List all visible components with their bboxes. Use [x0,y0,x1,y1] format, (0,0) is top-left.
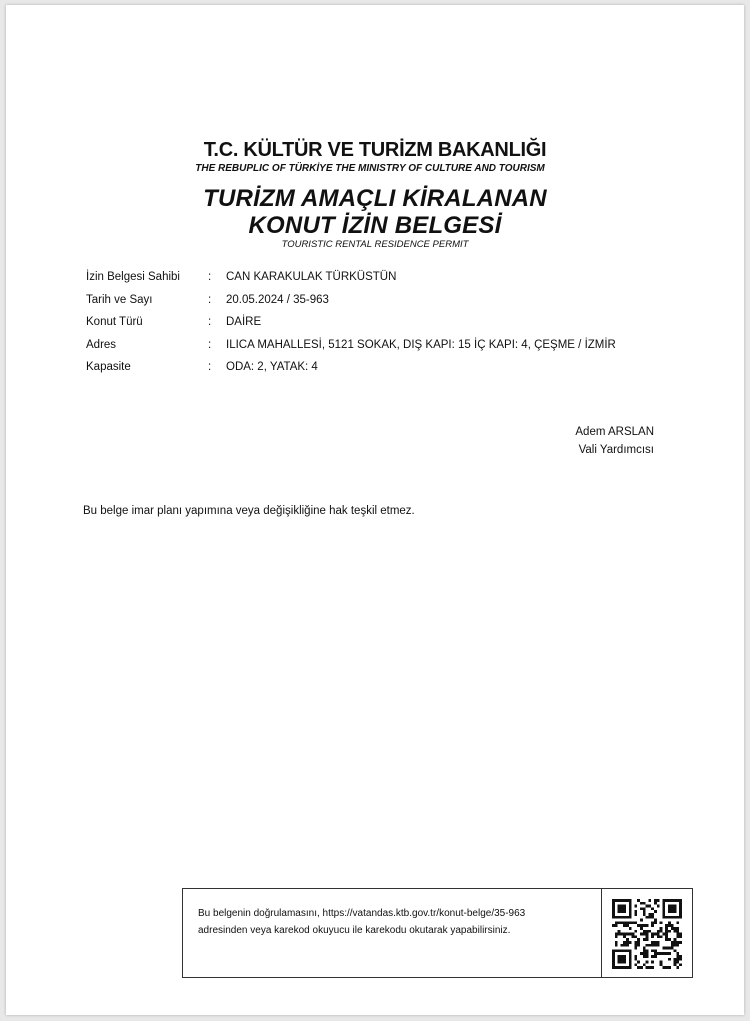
verification-box [182,888,693,978]
signer-title: Vali Yardımcısı [578,444,654,456]
field-value: DAİRE [226,316,262,329]
field-label: İzin Belgesi Sahibi [86,271,180,283]
field-value: ILICA MAHALLESİ, 5121 SOKAK, DIŞ KAPI: 15 İÇ KAPI: 4, ÇEŞME / İZMİR [226,338,616,351]
verification-text [198,905,578,939]
field-label: Tarih ve Sayı [86,293,153,306]
signature-block [575,423,654,459]
ministry-title: T.C. KÜLTÜR VE TURİZM BAKANLIĞI [203,139,547,161]
field-label: Adres [86,338,117,351]
document-title-line1: TURİZM AMAÇLI KİRALANAN [203,185,547,212]
field-value: 20.05.2024 / 35-963 [226,293,329,306]
divider [601,889,602,977]
field-value: ODA: 2, YATAK: 4 [226,361,318,374]
field-separator: : [208,338,212,351]
legal-note: Bu belge imar planı yapımına veya değişikliğine hak teşkil etmez. [83,505,415,517]
field-separator: : [208,361,212,374]
ministry-title-english: THE REBUPLIC OF TÜRKİYE THE MINISTRY OF CULTURE AND TOURISM [195,163,545,174]
field-label: Kapasite [86,361,131,374]
field-separator: : [208,293,212,306]
field-separator: : [208,271,212,283]
document-title-line2: KONUT İZİN BELGESİ [248,212,502,239]
verification-line-1: Bu belgenin doğrulamasını, https://vatandas.ktb.gov.tr/konut-belge/35-963 [198,908,526,919]
field-label: Konut Türü [86,316,143,329]
verification-line-2: adresinden veya karekod okuyucu ile karekodu okutarak yapabilirsiniz. [198,925,511,936]
qr-code-icon[interactable] [612,899,682,969]
signer-name: Adem ARSLAN [575,426,654,438]
document-title-english: TOURISTIC RENTAL RESIDENCE PERMIT [281,239,469,250]
field-separator: : [208,316,212,329]
field-value: CAN KARAKULAK TÜRKÜSTÜN [226,271,397,283]
